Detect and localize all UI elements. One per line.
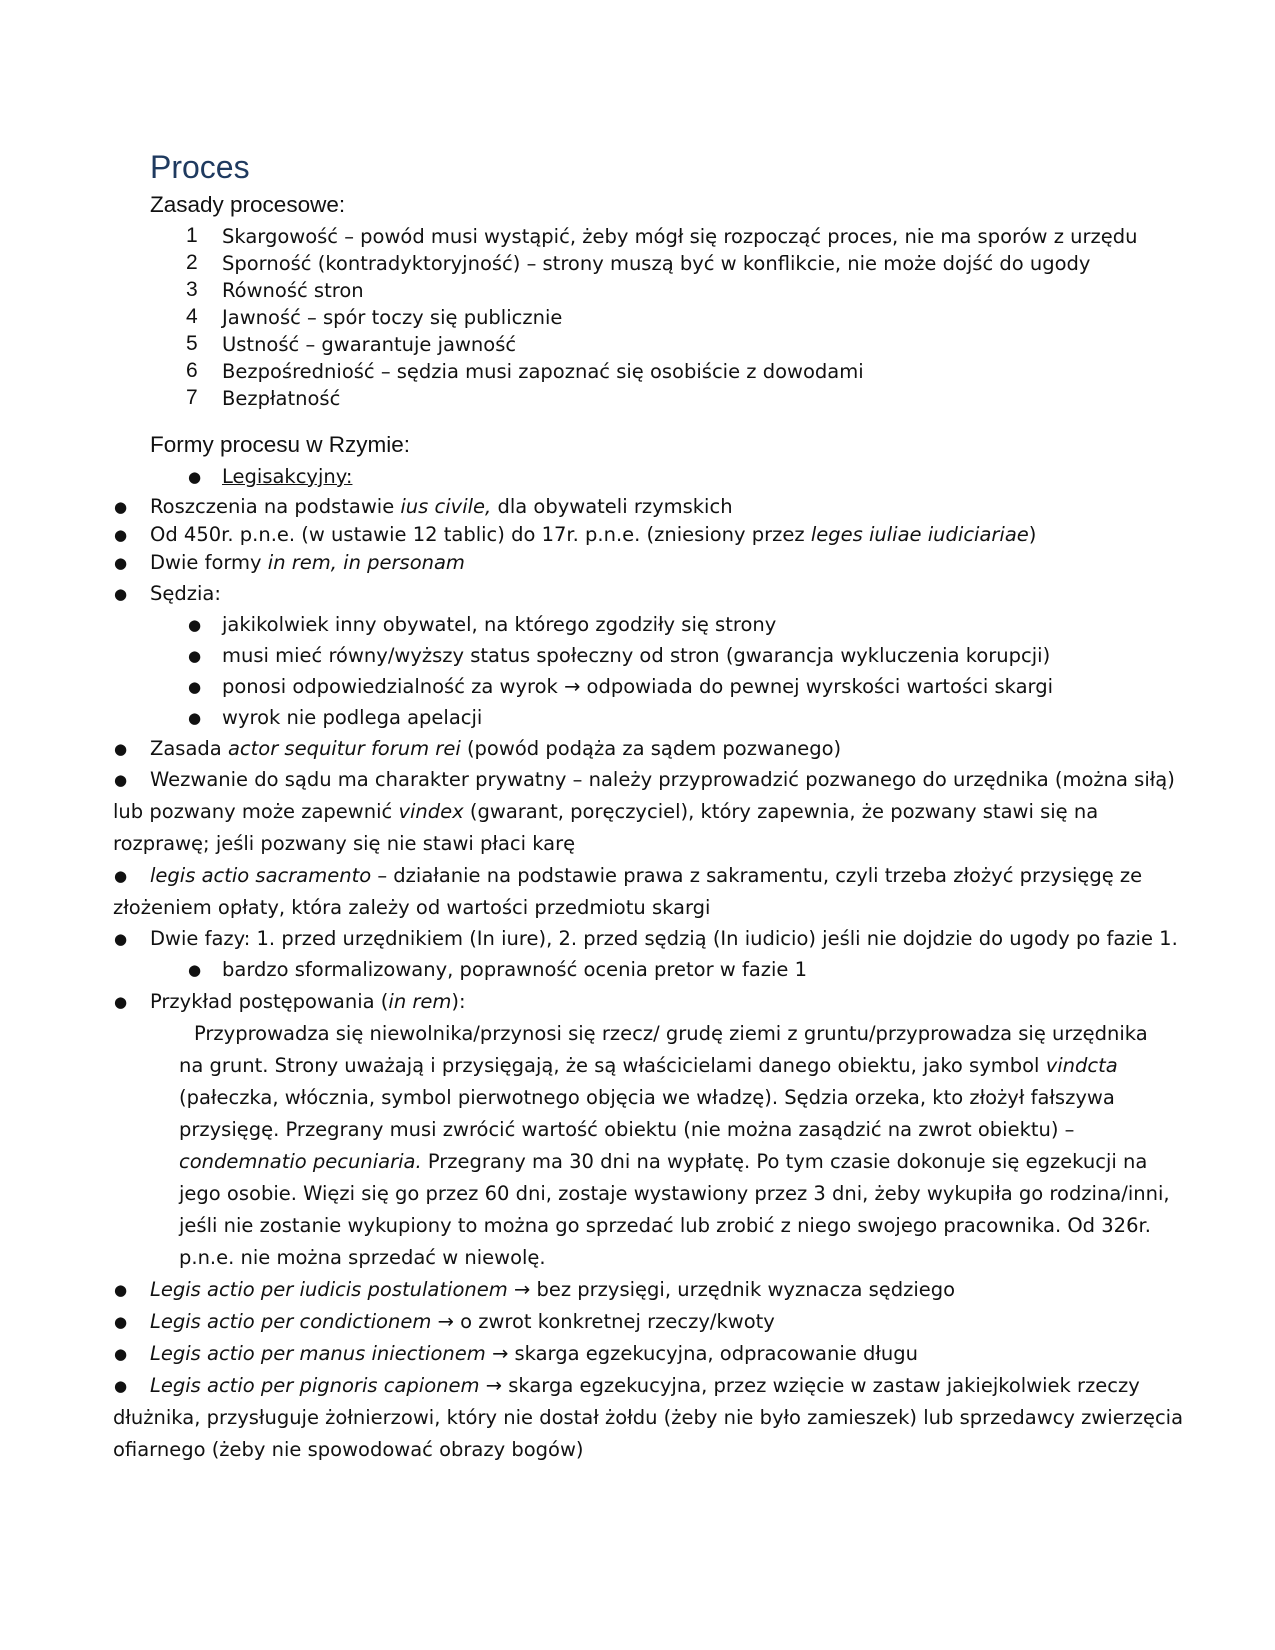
bullet-icon: ● xyxy=(114,1377,128,1395)
list-item: Bezpłatność xyxy=(222,387,341,410)
bullet-icon: ● xyxy=(114,867,128,885)
list-item: Legis actio per pignoris capionem → skarga egzekucyjna, przez wzięcie w zastaw jakiejkolwiek rzeczy xyxy=(150,1374,1140,1397)
list-item: ponosi odpowiedzialność za wyrok → odpowiada do pewnej wyrskości wartości skargi xyxy=(222,675,1054,698)
list-item: musi mieć równy/wyższy status społeczny od stron (gwarancja wykluczenia korupcji) xyxy=(222,644,1051,667)
bullet-icon: ● xyxy=(188,647,202,665)
list-number: 6 xyxy=(186,359,198,382)
paragraph-line: przysięgę. Przegrany musi zwrócić wartość obiektu (nie można zasądzić na zwrot obiektu) – xyxy=(179,1118,1075,1141)
paragraph-line: na grunt. Strony uważają i przysięgają, że są właścicielami danego obiektu, jako symbol vindcta xyxy=(179,1054,1118,1077)
bullet-icon: ● xyxy=(114,771,128,789)
bullet-icon: ● xyxy=(188,468,202,486)
list-item: Bezpośredniość – sędzia musi zapoznać się osobiście z dowodami xyxy=(222,360,864,383)
page-title: Proces xyxy=(150,149,250,185)
list-item: Równość stron xyxy=(222,279,364,302)
list-item-continuation: ofiarnego (żeby nie spowodować obrazy bogów) xyxy=(113,1438,584,1461)
bullet-icon: ● xyxy=(188,709,202,727)
list-item: Legis actio per condictionem → o zwrot konkretnej rzeczy/kwoty xyxy=(150,1310,775,1333)
bullet-icon: ● xyxy=(114,993,128,1011)
paragraph-line: jego osobie. Więzi się go przez 60 dni, zostaje wystawiony przez 3 dni, żeby wykupiła go rodzina/inni, xyxy=(179,1182,1170,1205)
section-heading-forms: Formy procesu w Rzymie: xyxy=(150,432,411,457)
paragraph-line: condemnatio pecuniaria. Przegrany ma 30 dni na wypłatę. Po tym czasie dokonuje się egzekucji na xyxy=(179,1150,1148,1173)
list-number: 1 xyxy=(186,224,198,247)
list-item-continuation: rozprawę; jeśli pozwany się nie stawi płaci karę xyxy=(113,832,576,855)
bullet-icon: ● xyxy=(114,1313,128,1331)
list-item: jakikolwiek inny obywatel, na którego zgodziły się strony xyxy=(222,613,777,636)
bullet-icon: ● xyxy=(188,678,202,696)
list-number: 5 xyxy=(186,332,198,355)
paragraph-line: Przyprowadza się niewolnika/przynosi się rzecz/ grudę ziemi z gruntu/przyprowadza się urzędnika xyxy=(194,1022,1148,1045)
bullet-icon: ● xyxy=(114,740,128,758)
bullet-icon: ● xyxy=(114,930,128,948)
bullet-icon: ● xyxy=(114,585,128,603)
list-item-continuation: złożeniem opłaty, która zależy od wartości przedmiotu skargi xyxy=(113,896,711,919)
bullet-icon: ● xyxy=(114,554,128,572)
section-heading-principles: Zasady procesowe: xyxy=(150,192,346,217)
paragraph-line: jeśli nie zostanie wykupiony to można go sprzedać lub zrobić z niego swojego pracownika. Od 326r. xyxy=(179,1214,1151,1237)
bullet-icon: ● xyxy=(188,961,202,979)
bullet-icon: ● xyxy=(188,616,202,634)
list-item: Dwie formy in rem, in personam xyxy=(150,551,465,574)
list-item: Od 450r. p.n.e. (w ustawie 12 tablic) do 17r. p.n.e. (zniesiony przez leges iuliae iudiciariae) xyxy=(150,523,1037,546)
list-item: wyrok nie podlega apelacji xyxy=(222,706,483,729)
list-item: Sędzia: xyxy=(150,582,221,605)
list-number: 2 xyxy=(186,251,198,274)
list-item-continuation: dłużnika, przysługuje żołnierzowi, który nie dostał żołdu (żeby nie było zamieszek) lub sprzedawcy zwierzęcia xyxy=(113,1406,1184,1429)
bullet-icon: ● xyxy=(114,526,128,544)
subsection-label: Legisakcyjny: xyxy=(222,465,353,488)
list-item: bardzo sformalizowany, poprawność ocenia pretor w fazie 1 xyxy=(222,958,808,981)
list-item: Dwie fazy: 1. przed urzędnikiem (In iure), 2. przed sędzią (In iudicio) jeśli nie dojdzie do ugody po fazie 1. xyxy=(150,927,1178,950)
list-item: Skargowość – powód musi wystąpić, żeby mógł się rozpocząć proces, nie ma sporów z urzędu xyxy=(222,225,1138,248)
bullet-icon: ● xyxy=(114,498,128,516)
list-item: Ustność – gwarantuje jawność xyxy=(222,333,517,356)
list-item: Jawność – spór toczy się publicznie xyxy=(222,306,563,329)
bullet-icon: ● xyxy=(114,1345,128,1363)
list-item: Legis actio per manus iniectionem → skarga egzekucyjna, odpracowanie długu xyxy=(150,1342,918,1365)
list-item: Wezwanie do sądu ma charakter prywatny – należy przyprowadzić pozwanego do urzędnika (można siłą) xyxy=(150,768,1175,791)
list-item: legis actio sacramento – działanie na podstawie prawa z sakramentu, czyli trzeba złożyć przysięgę ze xyxy=(150,864,1143,887)
list-item-continuation: lub pozwany może zapewnić vindex (gwarant, poręczyciel), który zapewnia, że pozwany stawi się na xyxy=(113,800,1099,823)
list-item: Roszczenia na podstawie ius civile, dla obywateli rzymskich xyxy=(150,495,733,518)
list-item: Legis actio per iudicis postulationem → bez przysięgi, urzędnik wyznacza sędziego xyxy=(150,1278,956,1301)
paragraph-line: (pałeczka, włócznia, symbol pierwotnego objęcia we władzę). Sędzia orzeka, kto złożył fałszywa xyxy=(179,1086,1115,1109)
paragraph-line: p.n.e. nie można sprzedać w niewolę. xyxy=(179,1246,546,1269)
list-number: 4 xyxy=(186,305,198,328)
bullet-icon: ● xyxy=(114,1281,128,1299)
list-item: Zasada actor sequitur forum rei (powód podąża za sądem pozwanego) xyxy=(150,737,842,760)
list-number: 3 xyxy=(186,278,198,301)
list-item: Sporność (kontradyktoryjność) – strony muszą być w konflikcie, nie może dojść do ugody xyxy=(222,252,1091,275)
list-number: 7 xyxy=(186,386,198,409)
list-item: Przykład postępowania (in rem): xyxy=(150,990,466,1013)
